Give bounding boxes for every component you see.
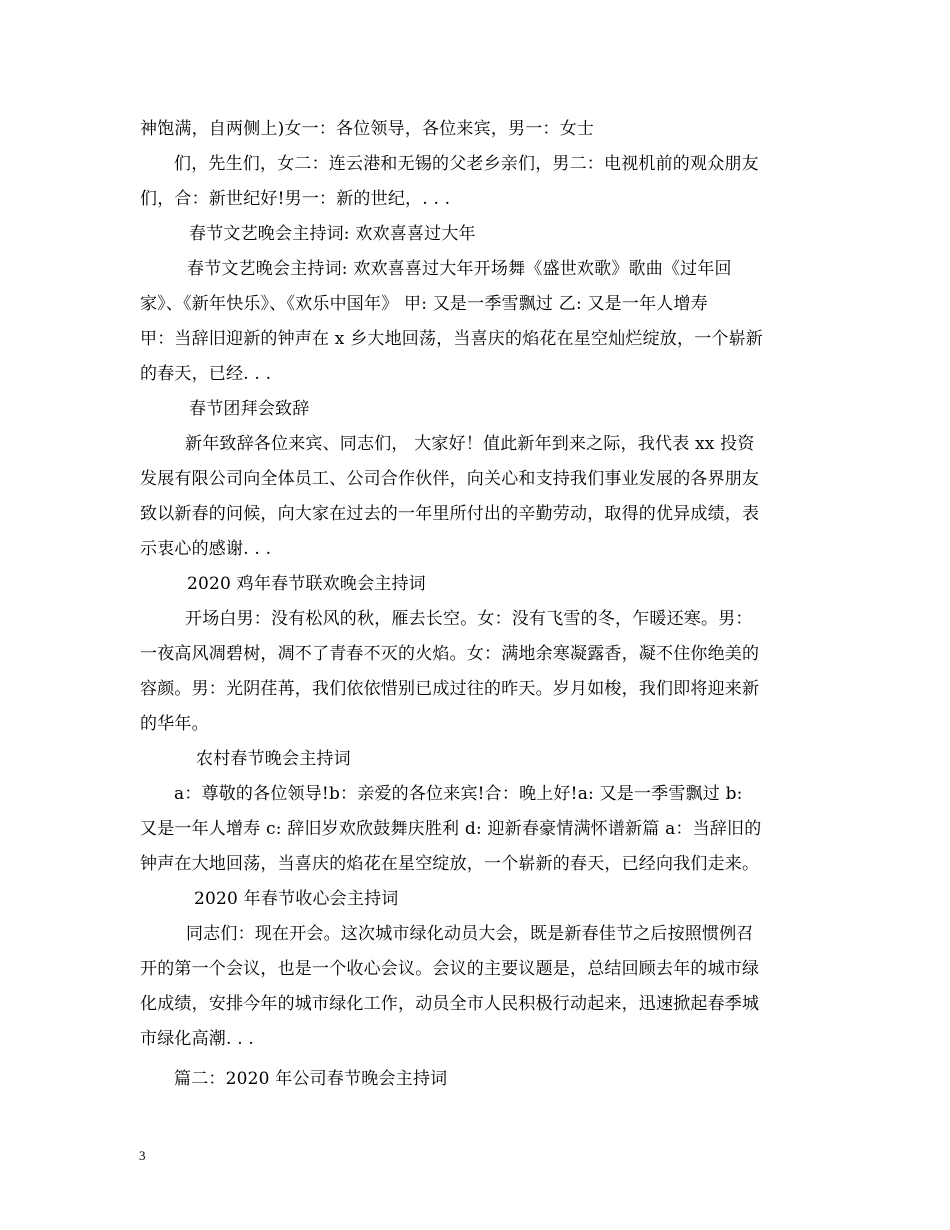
text-line: 家》、《新年快乐》、《欢乐中国年》 甲: 又是一季雪飘过 乙: 又是一年人增寿 [140, 294, 708, 314]
text-line: 同志们：现在开会。这次城市绿化动员大会，既是新春佳节之后按照惯例召 [186, 924, 754, 944]
text-line: 容颜。男：光阴荏苒，我们依依惜别已成过往的昨天。岁月如梭，我们即将迎来新 [140, 679, 760, 699]
text-line: 一夜高风凋碧树，凋不了青春不灭的火焰。女：满地余寒凝露香，凝不住你绝美的 [140, 644, 760, 664]
text-line: 发展有限公司向全体员工、公司合作伙伴，向关心和支持我们事业发展的各界朋友 [140, 469, 760, 489]
section-heading: 农村春节晚会主持词 [196, 749, 351, 769]
text-line: 示衷心的感谢. . . [140, 539, 272, 559]
text-line: 钟声在大地回荡，当喜庆的焰花在星空绽放，一个崭新的春天，已经向我们走来。 [140, 854, 760, 874]
section-heading: 2020 鸡年春节联欢晚会主持词 [187, 574, 426, 594]
text-line: 的华年。 [140, 714, 209, 734]
text-line: 开的第一个会议，也是一个收心会议。会议的主要议题是，总结回顾去年的城市绿 [140, 959, 760, 979]
text-line: 甲：当辞旧迎新的钟声在 x 乡大地回荡，当喜庆的焰花在星空灿烂绽放，一个崭新 [140, 329, 763, 349]
text-line: 们，合：新世纪好!男一：新的世纪，. . . [140, 189, 451, 209]
section-heading: 2020 年春节收心会主持词 [194, 889, 399, 909]
text-line: 化成绩，安排今年的城市绿化工作，动员全市人民积极行动起来，迅速掀起春季城 [140, 994, 760, 1014]
text-line: 的春天，已经. . . [140, 364, 272, 384]
text-line: a：尊敬的各位领导!b：亲爱的各位来宾!合：晚上好!a: 又是一季雪飘过 b: [174, 784, 743, 804]
page-number: 3 [139, 1148, 146, 1163]
section-heading: 春节文艺晚会主持词: 欢欢喜喜过大年 [189, 224, 476, 244]
text-line: 新年致辞各位来宾、同志们， 大家好！值此新年到来之际，我代表 xx 投资 [185, 434, 755, 454]
text-line: 市绿化高潮. . . [140, 1029, 255, 1049]
text-line: 开场白男：没有松风的秋，雁去长空。女：没有飞雪的冬，乍暖还寒。男： [185, 609, 753, 629]
section-heading: 春节团拜会致辞 [189, 399, 310, 419]
text-line: 又是一年人增寿 c: 辞旧岁欢欣鼓舞庆胜利 d: 迎新春豪情满怀谱新篇 a：当辞旧的 [140, 819, 762, 839]
text-line: 神饱满，自两侧上)女一：各位领导，各位来宾，男一：女士 [140, 119, 595, 139]
text-line: 们，先生们，女二：连云港和无锡的父老乡亲们，男二：电视机前的观众朋友 [174, 154, 759, 174]
text-line: 春节文艺晚会主持词: 欢欢喜喜过大年开场舞《盛世欢歌》歌曲《过年回 [187, 259, 732, 279]
text-line: 致以新春的问候，向大家在过去的一年里所付出的辛勤劳动，取得的优异成绩，表 [140, 504, 760, 524]
part-heading: 篇二：2020 年公司春节晚会主持词 [174, 1069, 448, 1089]
